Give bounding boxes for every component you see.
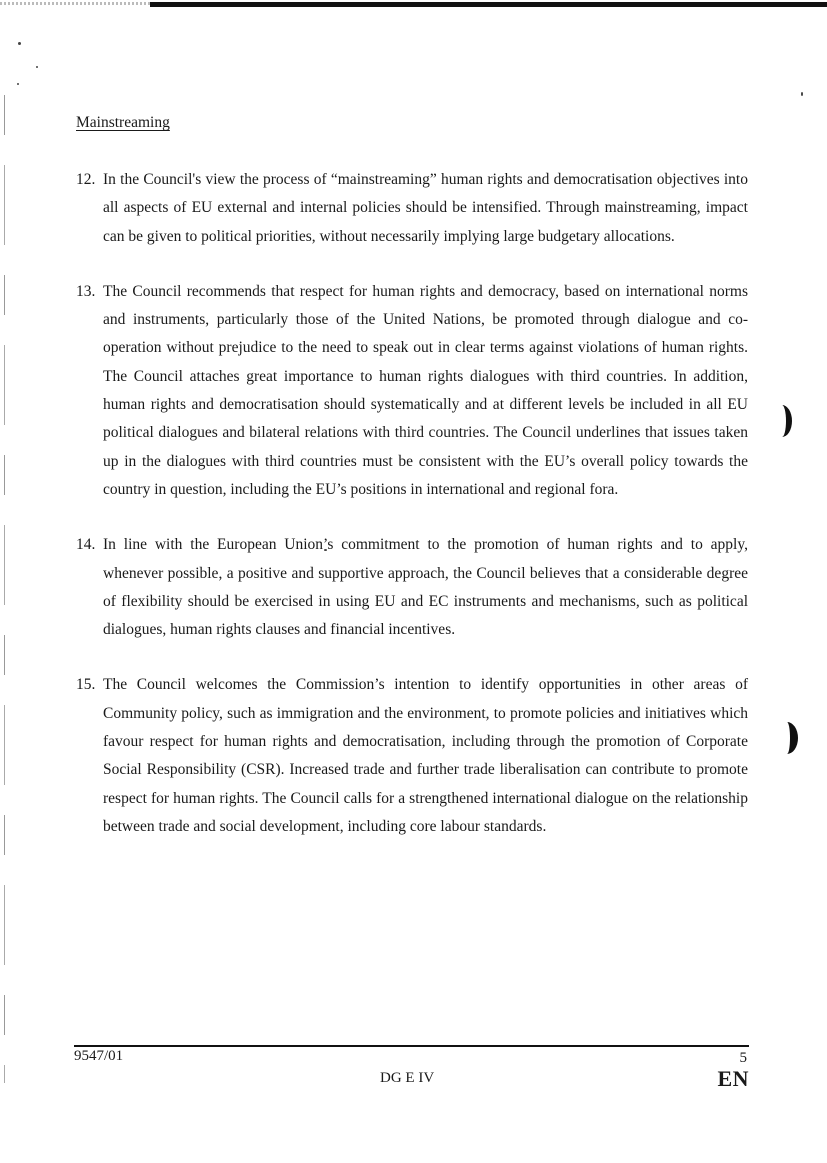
scan-speck <box>17 83 19 85</box>
scan-top-edge-faint <box>0 2 150 5</box>
punch-hole-mark <box>772 405 792 437</box>
scan-speck <box>801 92 803 96</box>
paragraph-text: The Council recommends that respect for human rights and democracy, based on international norms and instruments, particularly those of the United Nations, be promoted through dialogue and co-operation without prejudice to the need to speak out in clear terms against violations of human rights. The Council attaches great importance to human rights dialogues with third countries. In addition, human rights and democratisation should systematically and at different levels be included in all EU political dialogues and bilateral relations with third countries. The Council underlines that issues taken up in the dialogues with third countries must be consistent with the EU’s overall policy towards the country in question, including the EU’s positions in international and regional fora. <box>103 282 748 498</box>
directorate-code: DG E IV <box>380 1070 435 1086</box>
punch-hole-mark <box>776 722 798 754</box>
footer-divider <box>74 1045 749 1047</box>
scan-speck <box>36 66 38 68</box>
numbered-paragraph <box>76 531 748 644</box>
scan-top-edge <box>150 2 827 7</box>
paragraph-number: 12. <box>76 171 96 188</box>
numbered-paragraph <box>76 671 748 841</box>
document-number: 9547/01 <box>74 1048 124 1064</box>
section-heading: Mainstreaming <box>76 114 170 131</box>
numbered-paragraph <box>76 166 748 251</box>
paragraph-number: 13. <box>76 282 96 300</box>
paragraph-text: In line with the European Union’s commitment to the promotion of human rights and to apply, whenever possible, a positive and supportive approach, the Council believes that a considerable degree of flexibility should be exercised in using EU and EC instruments and mechanisms, such as political dialogues, human rights clauses and financial incentives. <box>103 536 748 639</box>
paragraph-number: 15. <box>76 676 96 694</box>
paragraph-text: The Council welcomes the Commission’s intention to identify opportunities in other areas of Community policy, such as immigration and the environment, to promote policies and initiatives which favour respect for human rights and democratisation, including through the promotion of Corporate Social Responsibility (CSR). Increased trade and further trade liberalisation can contribute to promote respect for human rights. The Council calls for a strengthened international dialogue on the relationship between trade and social development, including core labour standards. <box>103 676 748 835</box>
paragraph-list <box>76 166 748 868</box>
numbered-paragraph <box>76 278 748 504</box>
scan-left-edge <box>4 95 5 1083</box>
paragraph-number: 14. <box>76 536 96 554</box>
language-code: EN <box>717 1066 749 1091</box>
paragraph-text: In the Council's view the process of “mainstreaming” human rights and democratisation objectives into all aspects of EU external and internal policies should be intensified. Through mainstreaming, impact can be given to political priorities, without necessarily implying large budgetary allocations. <box>103 171 748 245</box>
scan-speck <box>18 42 21 45</box>
page-number: 5 <box>739 1050 747 1066</box>
